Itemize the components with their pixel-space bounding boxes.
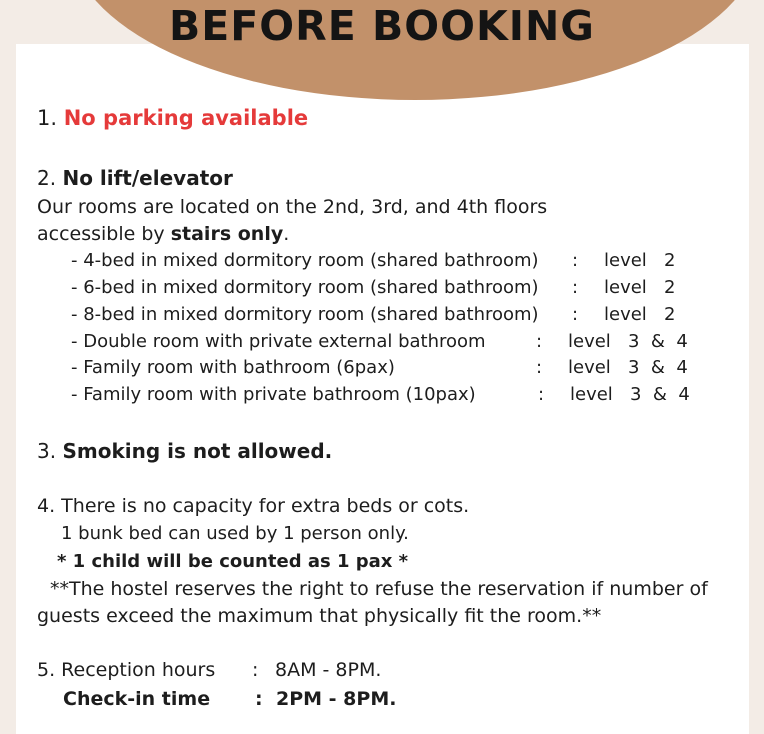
room-name: - Double room with private external bathroom [71,331,486,352]
reception-hours-label: 5. Reception hours [37,659,216,681]
level-label: level [568,357,611,378]
stairs-prefix: accessible by [37,223,171,245]
section-3-number: 3. [37,439,57,463]
page-title: BEFORE BOOKING [169,2,595,50]
section-2-number: 2. [37,166,57,190]
room-name: - Family room with bathroom (6pax) [71,357,395,378]
checkin-time-value: 2PM - 8PM. [276,688,397,710]
stairs-only-text [37,223,289,245]
bunk-bed-text: 1 bunk bed can used by 1 person only. [61,523,409,544]
level-label: level [604,250,647,271]
room-name: - 8-bed in mixed dormitory room (shared bathroom) [71,304,539,325]
no-parking-text: No parking available [63,106,309,130]
level-floors: 3 & 4 [629,384,690,405]
room-level [604,304,675,325]
level-floors: 3 & 4 [627,357,688,378]
section-1 [37,106,308,130]
room-level [568,331,688,352]
room-level [568,357,688,378]
extra-beds-text: 4. There is no capacity for extra beds or cots. [37,495,470,517]
rooms-location-text: Our rooms are located on the 2nd, 3rd, and 4th floors [37,196,548,218]
room-colon: : [536,331,543,352]
reception-hours-value: 8AM - 8PM. [275,659,382,681]
room-level [570,384,690,405]
section-2-heading [37,166,233,190]
checkin-time-label: Check-in time [63,688,211,710]
room-level [604,250,675,271]
room-level [604,277,675,298]
stairs-only-bold: stairs only [170,223,284,245]
room-colon: : [572,304,579,325]
level-label: level [570,384,613,405]
reception-colon: : [252,659,259,681]
room-colon: : [538,384,545,405]
reservation-note-line-1: **The hostel reserves the right to refuse the reservation if number of [50,578,708,600]
room-colon: : [572,277,579,298]
room-colon: : [536,357,543,378]
level-floors: 2 [663,277,676,298]
room-colon: : [572,250,579,271]
reservation-note-line-2: guests exceed the maximum that physically fit the room.** [37,605,602,627]
section-1-number: 1. [37,106,58,130]
child-pax-text: * 1 child will be counted as 1 pax * [57,551,409,572]
level-floors: 2 [663,304,676,325]
level-floors: 3 & 4 [627,331,688,352]
level-floors: 2 [663,250,676,271]
no-lift-text: No lift/elevator [62,166,233,190]
level-label: level [568,331,611,352]
no-smoking-text: Smoking is not allowed. [62,439,333,463]
room-name: - 6-bed in mixed dormitory room (shared bathroom) [71,277,539,298]
level-label: level [604,277,647,298]
room-name: - 4-bed in mixed dormitory room (shared bathroom) [71,250,539,271]
stairs-suffix: . [283,223,290,245]
section-3 [37,439,332,463]
room-name: - Family room with private bathroom (10pax) [71,384,476,405]
checkin-colon: : [255,688,263,710]
level-label: level [604,304,647,325]
